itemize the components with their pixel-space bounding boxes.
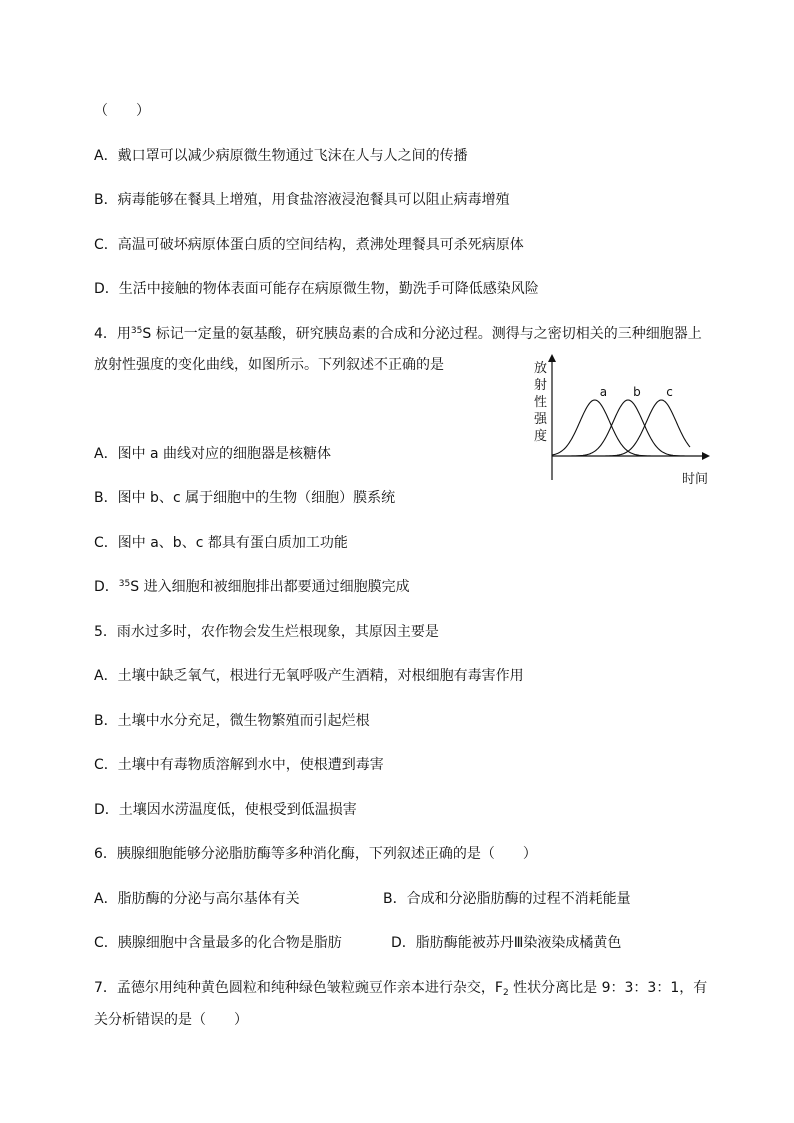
- q4-stem-text: S 标记一定量的氨基酸，研究胰岛素的合成和分泌过程。测得与之密切相关的三种细胞器上: [142, 326, 702, 342]
- q5-stem: 5．雨水过多时，农作物会发生烂根现象，其原因主要是: [94, 624, 439, 640]
- curve-label-c: c: [666, 385, 673, 399]
- y-axis-label-char: 性: [534, 395, 548, 410]
- curve-c: [552, 400, 690, 456]
- curves: [552, 385, 690, 456]
- y-axis-label-char: 放: [534, 361, 548, 376]
- y-axis-arrow: [548, 354, 556, 362]
- x-axis-arrow: [702, 452, 710, 460]
- q5-option-c: C．土壤中有毒物质溶解到水中，使根遭到毒害: [94, 757, 384, 773]
- q6-option-a: A．脂肪酶的分泌与高尔基体有关: [94, 891, 300, 907]
- q4-d-text: S 进入细胞和被细胞排出都要通过细胞膜完成: [130, 579, 410, 595]
- answer-bracket: （ ）: [94, 103, 150, 119]
- y-axis-label-char: 强: [534, 412, 548, 427]
- q7-generation-subscript: 2: [502, 988, 509, 998]
- q4-stem-prefix: 4．用: [94, 326, 131, 342]
- q4-stem-line1: [94, 324, 702, 344]
- q4-option-b: B．图中 b、c 属于细胞中的生物（细胞）膜系统: [94, 490, 396, 506]
- q4-d-isotope-mass: 35: [118, 579, 131, 589]
- q4-option-a: A．图中 a 曲线对应的细胞器是核糖体: [94, 446, 332, 462]
- q5-option-a: A．土壤中缺乏氧气，根进行无氧呼吸产生酒精，对根细胞有毒害作用: [94, 668, 524, 684]
- q3-option-b: B．病毒能够在餐具上增殖，用食盐溶液浸泡餐具可以阻止病毒增殖: [94, 192, 510, 208]
- q5-option-b: B．土壤中水分充足，微生物繁殖而引起烂根: [94, 713, 370, 729]
- q4-stem-line2: 放射性强度的变化曲线，如图所示。下列叙述不正确的是: [94, 357, 444, 373]
- q3-option-c: C．高温可破坏病原体蛋白质的空间结构，煮沸处理餐具可杀死病原体: [94, 237, 524, 253]
- q3-option-a: A．戴口罩可以减少病原微生物通过飞沫在人与人之间的传播: [94, 148, 468, 164]
- q5-option-d: D．土壤因水涝温度低，使根受到低温损害: [94, 802, 357, 818]
- q4-option-c: C．图中 a、b、c 都具有蛋白质加工功能: [94, 535, 348, 551]
- q7-stem-line2: 关分析错误的是（ ）: [94, 1012, 248, 1028]
- y-axis-label-char: 射: [534, 378, 548, 393]
- q6-option-d: D．脂肪酶能被苏丹Ⅲ染液染成橘黄色: [391, 935, 622, 951]
- q4-option-d: [94, 577, 410, 597]
- radioactivity-chart: [530, 352, 715, 492]
- x-axis-label: 时间: [682, 472, 709, 487]
- q6-option-b: B．合成和分泌脂肪酶的过程不消耗能量: [383, 891, 631, 907]
- y-axis-label-char: 度: [534, 429, 548, 444]
- curve-label-a: a: [599, 385, 608, 399]
- q7-stem-line1: [94, 978, 707, 998]
- y-axis-label: [534, 361, 548, 444]
- q6-option-c: C．胰腺细胞中含量最多的化合物是脂肪: [94, 935, 342, 951]
- q6-stem: 6．胰腺细胞能够分泌脂肪酶等多种消化酶，下列叙述正确的是（ ）: [94, 846, 537, 862]
- q4-d-prefix: D．: [94, 579, 119, 595]
- q7-stem-part1: 7．孟德尔用纯种黄色圆粒和纯种绿色皱粒豌豆作亲本进行杂交，F: [94, 980, 503, 996]
- q4-isotope-mass: 35: [130, 326, 143, 336]
- curve-label-b: b: [633, 385, 641, 399]
- q3-option-d: D．生活中接触的物体表面可能存在病原微生物，勤洗手可降低感染风险: [94, 281, 539, 297]
- q7-stem-part2: 性状分离比是 9：3：3：1，有: [508, 980, 708, 996]
